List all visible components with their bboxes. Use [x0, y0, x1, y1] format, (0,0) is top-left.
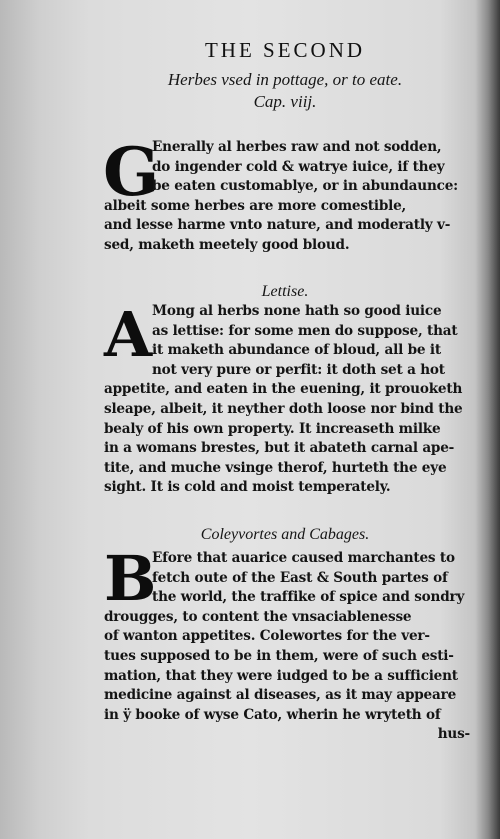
- text-line: appetite, and eaten in the euening, it prouoketh: [104, 381, 463, 398]
- paragraph-lettise: [104, 298, 476, 498]
- text-line: Enerally al herbes raw and not sodden,: [152, 139, 442, 155]
- text-line: tues supposed to be in them, were of such esti-: [104, 647, 454, 664]
- running-head: THE SECOND: [204, 38, 366, 62]
- text-line: as lettise: for some men do suppose, that: [152, 322, 458, 339]
- text-line: it maketh abundance of bloud, all be it: [152, 342, 441, 359]
- section-heading-lettise: Lettise.: [261, 283, 309, 300]
- dropcap-g: G: [103, 133, 160, 211]
- text-line: be eaten customablye, or in abundaunce:: [152, 178, 458, 195]
- text-line: mation, that they were iudged to be a sufficient: [104, 667, 458, 684]
- text-line: in a womans brestes, but it abateth carnal ape-: [104, 440, 455, 457]
- text-line: sight. It is cold and moist temperately.: [104, 479, 391, 496]
- dropcap-b: B: [104, 542, 157, 615]
- text-line: of wanton appetites. Colewortes for the ver-: [104, 628, 430, 645]
- text-line: sed, maketh meetely good bloud.: [104, 236, 350, 253]
- text-line: and lesse harme vnto nature, and moderatly v-: [104, 217, 451, 234]
- paragraph-general: [103, 133, 476, 256]
- text-line: drougges, to content the vnsaciablenesse: [104, 608, 412, 625]
- chapter-title: Herbes vsed in pottage, or to eate.: [167, 70, 403, 89]
- text-line: bealy of his own property. It increaseth milke: [104, 420, 441, 437]
- chapter-number: Cap. viij.: [253, 92, 317, 111]
- section-heading-colewortes: Coleyvortes and Cabages.: [200, 526, 370, 543]
- text-line: tite, and muche vsinge therof, hurteth the eye: [104, 459, 447, 476]
- text-line: albeit some herbes are more comestible,: [104, 197, 407, 214]
- text-line: Mong al herbs none hath so good iuice: [152, 303, 442, 319]
- text-line: in ÿ booke of wyse Cato, wherin he wryteth of: [104, 706, 441, 723]
- catchword: hus-: [437, 726, 470, 743]
- text-line: fetch oute of the East & South partes of: [152, 569, 448, 586]
- dropcap-a: A: [104, 298, 153, 371]
- text-line: Efore that auarice caused marchantes to: [152, 550, 455, 566]
- text-line: sleape, albeit, it neyther doth loose nor bind the: [104, 400, 463, 417]
- text-line: the world, the traffike of spice and sondry: [152, 589, 465, 606]
- text-line: do ingender cold & watrye iuice, if they: [152, 158, 445, 175]
- paragraph-colewortes: [104, 542, 476, 745]
- text-line: not very pure or perfit: it doth set a hot: [152, 361, 445, 378]
- text-line: medicine against al diseases, as it may appeare: [104, 687, 457, 704]
